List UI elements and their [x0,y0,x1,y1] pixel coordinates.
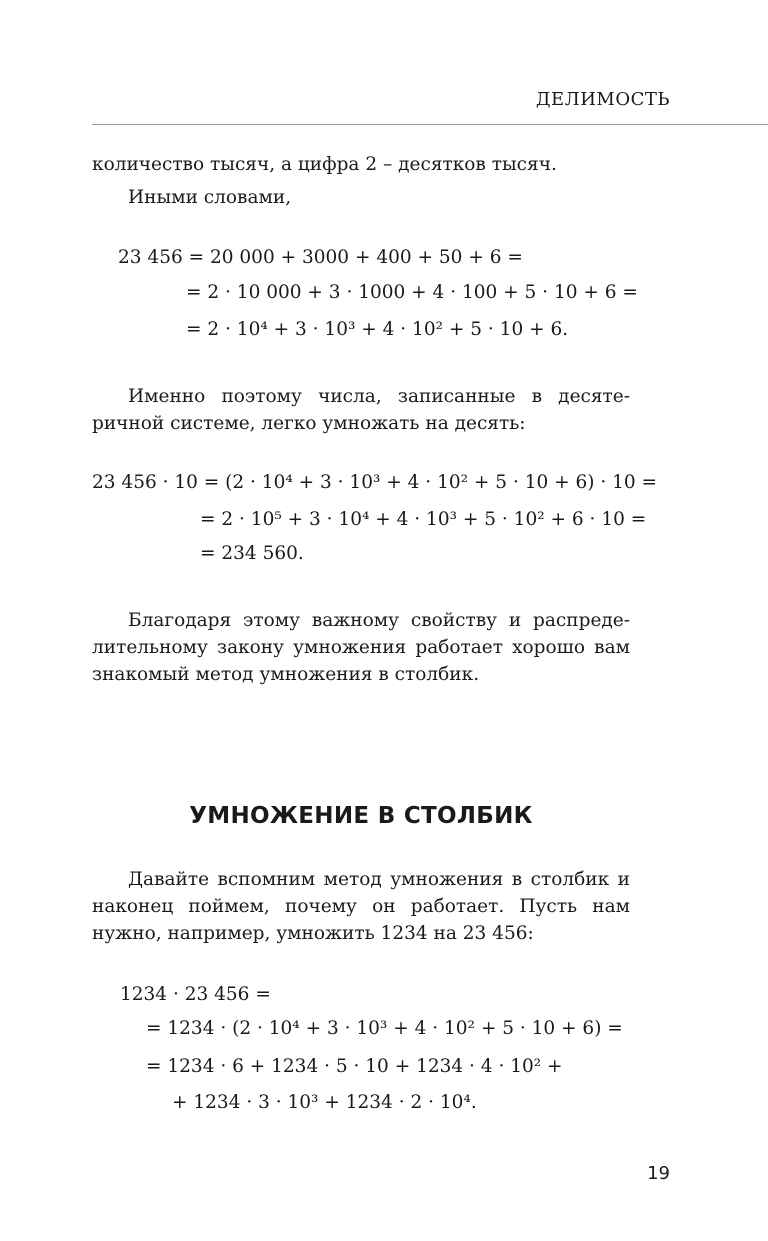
section-title: УМНОЖЕНИЕ В СТОЛБИК [189,803,533,829]
header-rule [92,124,768,125]
equation-2-line-3: = 234 560. [200,543,304,564]
running-title: ДЕЛИМОСТЬ [535,89,670,110]
equation-3-line-2: = 1234 · (2 · 10⁴ + 3 · 10³ + 4 · 10² + 5 · 10 + 6) = [146,1018,623,1039]
paragraph-column-method-text: Давайте вспомним метод умножения в столбик и наконец поймем, почему он работает. Пусть нам нужно, например, умножить 1234 на 23 456: [92,869,630,944]
paragraph-distributive-law [92,607,630,688]
equation-3-line-3: = 1234 · 6 + 1234 · 5 · 10 + 1234 · 4 · 10² + [146,1056,563,1077]
paragraph-continuation: количество тысяч, а цифра 2 – десятков тысяч. [92,154,557,175]
equation-3-line-4: + 1234 · 3 · 10³ + 1234 · 2 · 10⁴. [172,1092,477,1113]
equation-2-line-2: = 2 · 10⁵ + 3 · 10⁴ + 4 · 10³ + 5 · 10² + 6 · 10 = [200,509,647,530]
paragraph-column-method [92,866,630,947]
equation-1-line-2: = 2 · 10 000 + 3 · 1000 + 4 · 100 + 5 · 10 + 6 = [186,282,638,303]
paragraph-lead-in: Иными словами, [128,187,292,208]
paragraph-distributive-law-text: Благодаря этому важному свойству и распреде-лительному закону умножения работает хорошо вам знакомый метод умножения в столбик. [92,610,630,685]
paragraph-multiply-by-ten-text: Именно поэтому числа, записанные в десяте-ричной системе, легко умножать на десять: [92,386,630,434]
equation-1-line-3: = 2 · 10⁴ + 3 · 10³ + 4 · 10² + 5 · 10 + 6. [186,319,569,340]
equation-3-line-1: 1234 · 23 456 = [120,984,271,1005]
equation-2-line-1: 23 456 · 10 = (2 · 10⁴ + 3 · 10³ + 4 · 10² + 5 · 10 + 6) · 10 = [92,472,658,493]
page-number: 19 [647,1163,670,1184]
equation-1-line-1: 23 456 = 20 000 + 3000 + 400 + 50 + 6 = [118,247,523,268]
paragraph-multiply-by-ten [92,383,630,437]
